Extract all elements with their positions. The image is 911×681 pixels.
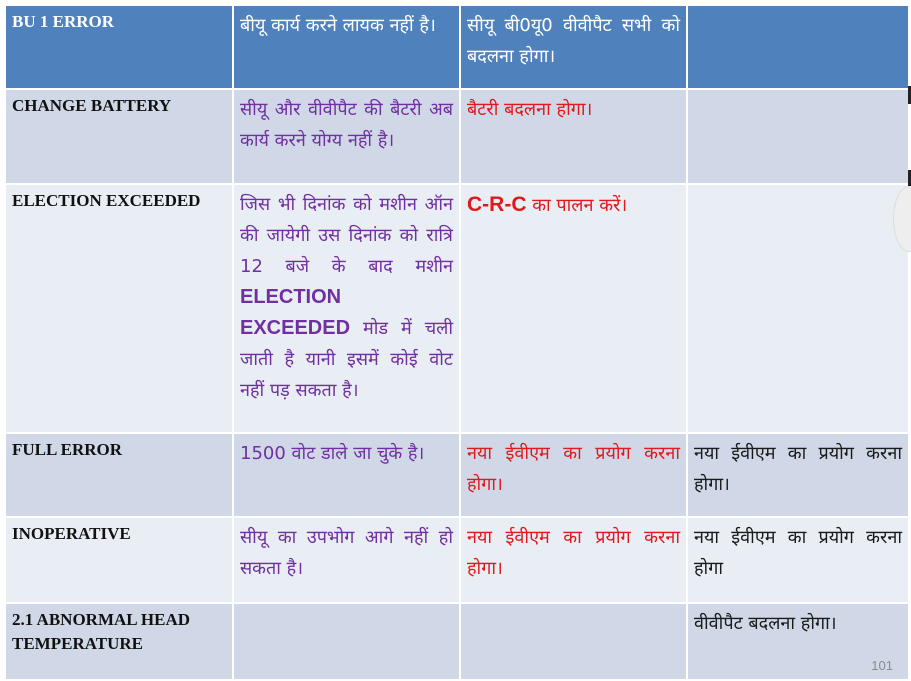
meaning-emphasis: ELECTION EXCEEDED [240,286,351,339]
error-code-cell: FULL ERROR [5,433,233,517]
action-cell [460,603,687,680]
meaning-cell: सीयू और वीवीपैट की बैटरी अब कार्य करने योग्य नहीं है। [233,89,460,184]
error-code-cell: 2.1 ABNORMAL HEAD TEMPERATURE [5,603,233,680]
action-cell: नया ईवीएम का प्रयोग करना होगा। [460,433,687,517]
table-row [5,184,909,433]
page-number: 101 [871,658,893,673]
meaning-cell [233,184,460,433]
other-action-cell [687,5,909,89]
crc-emphasis: C-R-C [467,193,527,216]
table-row [5,603,909,680]
error-code-cell: CHANGE BATTERY [5,89,233,184]
error-code-cell: ELECTION EXCEEDED [5,184,233,433]
meaning-cell: 1500 वोट डाले जा चुके है। [233,433,460,517]
other-action-cell [687,89,909,184]
other-action-cell [687,184,909,433]
action-cell: सीयू बी0यू0 वीवीपैट सभी को बदलना होगा। [460,5,687,89]
action-cell: बैटरी बदलना होगा। [460,89,687,184]
meaning-cell: बीयू कार्य करने लायक नहीं है। [233,5,460,89]
other-action-cell: नया ईवीएम का प्रयोग करना होगा। [687,433,909,517]
table-row [5,517,909,603]
meaning-cell [233,603,460,680]
meaning-cell: सीयू का उपभोग आगे नहीं हो सकता है। [233,517,460,603]
action-text: का पालन करें। [526,195,628,216]
action-cell: नया ईवीएम का प्रयोग करना होगा। [460,517,687,603]
action-cell [460,184,687,433]
table-header-row [5,5,909,89]
table-row [5,433,909,517]
other-action-cell: वीवीपैट बदलना होगा। [687,603,909,680]
error-code-cell: INOPERATIVE [5,517,233,603]
error-table [4,4,910,681]
meaning-text: जिस भी दिनांक को मशीन ऑन की जायेगी उस दिनांक को रात्रि 12 बजे के बाद मशीन [240,194,453,277]
table-row [5,89,909,184]
error-code-cell: BU 1 ERROR [5,5,233,89]
other-action-cell: नया ईवीएम का प्रयोग करना होगा [687,517,909,603]
meaning-text: मोड में चली जाती है यानी इसमें कोई वोट नहीं पड़ सकता है। [240,318,453,401]
